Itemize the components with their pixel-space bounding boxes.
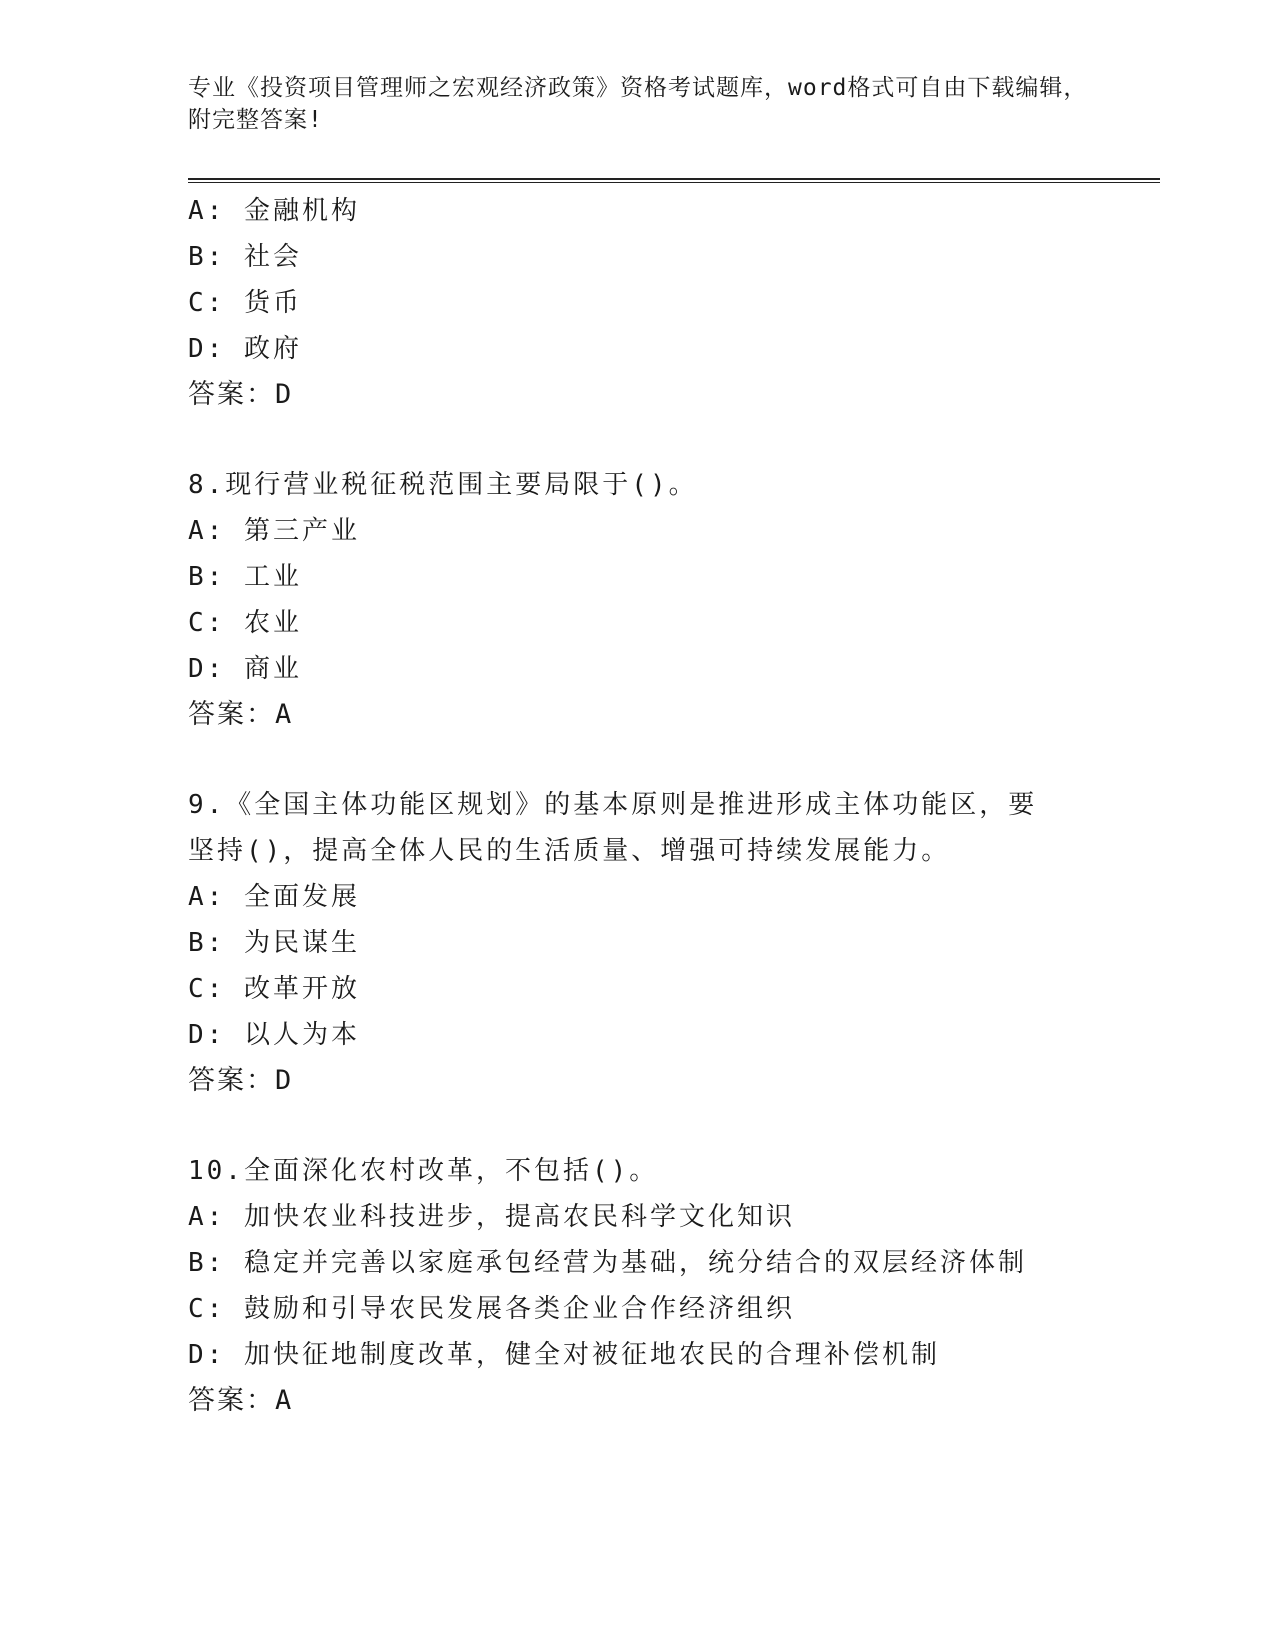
question-stem: 10.全面深化农村改革，不包括()。: [188, 1156, 659, 1186]
option-d: D: 政府: [188, 334, 302, 364]
answer-value: A: [275, 1385, 294, 1416]
header-divider: [188, 178, 1160, 183]
option-c: C: 货币: [188, 288, 302, 318]
option-b: B: 工业: [188, 562, 302, 592]
answer-line: [188, 372, 1148, 418]
question-block: [188, 1148, 1148, 1424]
option-c: C: 改革开放: [188, 974, 360, 1004]
option-c: C: 农业: [188, 608, 302, 638]
question-spacer: [188, 418, 1148, 462]
answer-line: [188, 692, 1148, 738]
question-spacer: [188, 738, 1148, 782]
option-d: D: 以人为本: [188, 1020, 360, 1050]
answer-value: D: [275, 379, 294, 410]
question-spacer: [188, 1104, 1148, 1148]
option-d: D: 加快征地制度改革，健全对被征地农民的合理补偿机制: [188, 1340, 940, 1370]
option-d: D: 商业: [188, 654, 302, 684]
answer-label: 答案：: [188, 1065, 275, 1096]
question-block: [188, 188, 1148, 418]
answer-label: 答案：: [188, 1385, 275, 1416]
option-a: A: 第三产业: [188, 516, 360, 546]
question-list: [188, 188, 1148, 1424]
option-b: B: 为民谋生: [188, 928, 360, 958]
question-stem: 8.现行营业税征税范围主要局限于()。: [188, 470, 698, 500]
answer-value: A: [275, 699, 294, 730]
option-b: B: 社会: [188, 242, 302, 272]
answer-label: 答案：: [188, 699, 275, 730]
answer-line: [188, 1058, 1148, 1104]
option-c: C: 鼓励和引导农民发展各类企业合作经济组织: [188, 1294, 795, 1324]
answer-label: 答案：: [188, 379, 275, 410]
page-header: 专业《投资项目管理师之宏观经济政策》资格考试题库，word格式可自由下载编辑，附完整答案!: [188, 75, 1088, 133]
answer-line: [188, 1378, 1148, 1424]
answer-value: D: [275, 1065, 294, 1096]
question-block: [188, 462, 1148, 738]
question-stem: 9.《全国主体功能区规划》的基本原则是推进形成主体功能区，要坚持()，提高全体人民的生活质量、增强可持续发展能力。: [188, 790, 1038, 866]
option-a: A: 全面发展: [188, 882, 360, 912]
option-b: B: 稳定并完善以家庭承包经营为基础，统分结合的双层经济体制: [188, 1248, 1027, 1278]
option-a: A: 金融机构: [188, 196, 360, 226]
option-a: A: 加快农业科技进步，提高农民科学文化知识: [188, 1202, 795, 1232]
question-block: [188, 782, 1148, 1104]
